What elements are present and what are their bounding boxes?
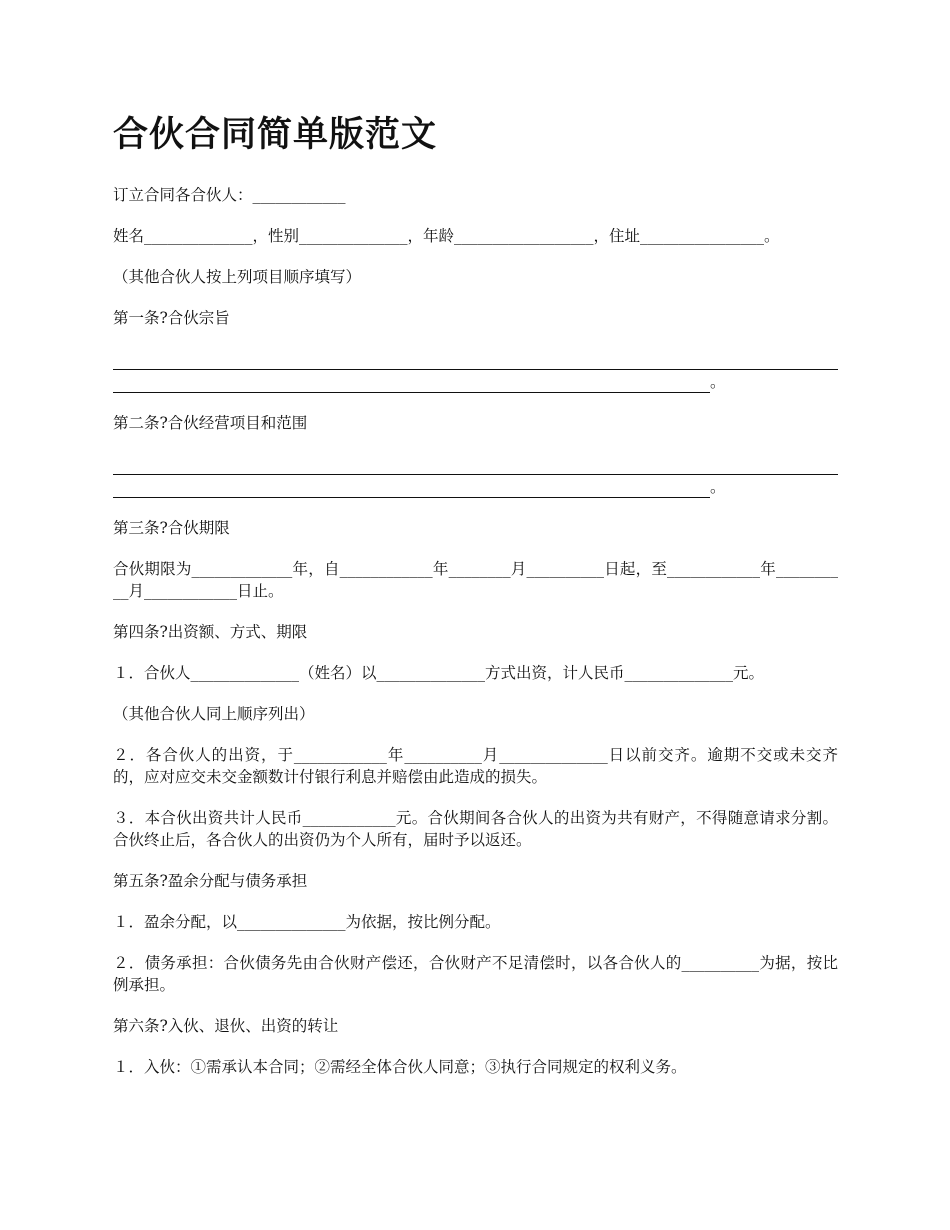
admission-clause: １．入伙：①需承认本合同；②需经全体合伙人同意；③执行合同规定的权利义务。 <box>113 1058 687 1076</box>
profit-clause: １．盈余分配，以______________为依据，按比例分配。 <box>113 913 501 931</box>
blank-rule <box>113 453 838 475</box>
debt-clause: ２．债务承担：合伙债务先由合伙财产偿还，合伙财产不足清偿时，以各合伙人的__________为据，按比例承担。 <box>113 954 838 994</box>
party-info-line: 姓名______________，性别______________，年龄__________________，住址________________。 <box>113 227 780 245</box>
article-3-heading: 第三条?合伙期限 <box>113 519 230 537</box>
article-5-heading: 第五条?盈余分配与债务承担 <box>113 872 308 890</box>
blank-rule <box>113 348 838 370</box>
article-1-heading: 第一条?合伙宗旨 <box>113 309 230 327</box>
article-2-blank <box>113 453 838 498</box>
blank-period: 。 <box>710 478 726 496</box>
blank-rule <box>113 371 710 393</box>
contribution-clause-2: ２．各合伙人的出资，于____________年__________月______________日以前交齐。逾期不交或未交齐的，应对应交未交金额数计付银行利息并赔偿由此造成的损失。 <box>113 746 838 786</box>
term-clause: 合伙期限为_____________年，自____________年________月__________日起，至____________年__________月____________日止。 <box>113 560 838 600</box>
contribution-clause-3: ３．本合伙出资共计人民币____________元。合伙期间各合伙人的出资为共有财产，不得随意请求分割。合伙终止后，各合伙人的出资仍为个人所有，届时予以返还。 <box>113 809 838 849</box>
article-2-heading: 第二条?合伙经营项目和范围 <box>113 414 308 432</box>
article-6-heading: 第六条?入伙、退伙、出资的转让 <box>113 1017 339 1035</box>
document-page <box>113 110 838 1097</box>
article-1-blank <box>113 348 838 393</box>
signatories-line: 订立合同各合伙人：____________ <box>113 186 346 204</box>
blank-period: 。 <box>710 373 726 391</box>
article-4-heading: 第四条?出资额、方式、期限 <box>113 623 308 641</box>
document-title: 合伙合同简单版范文 <box>113 114 438 155</box>
contribution-clause-1: １．合伙人______________（姓名）以______________方式出资，计人民币______________元。 <box>113 664 765 682</box>
contribution-note: （其他合伙人同上顺序列出） <box>113 705 315 723</box>
blank-rule <box>113 476 710 498</box>
fill-note: （其他合伙人按上列项目顺序填写） <box>113 268 362 286</box>
